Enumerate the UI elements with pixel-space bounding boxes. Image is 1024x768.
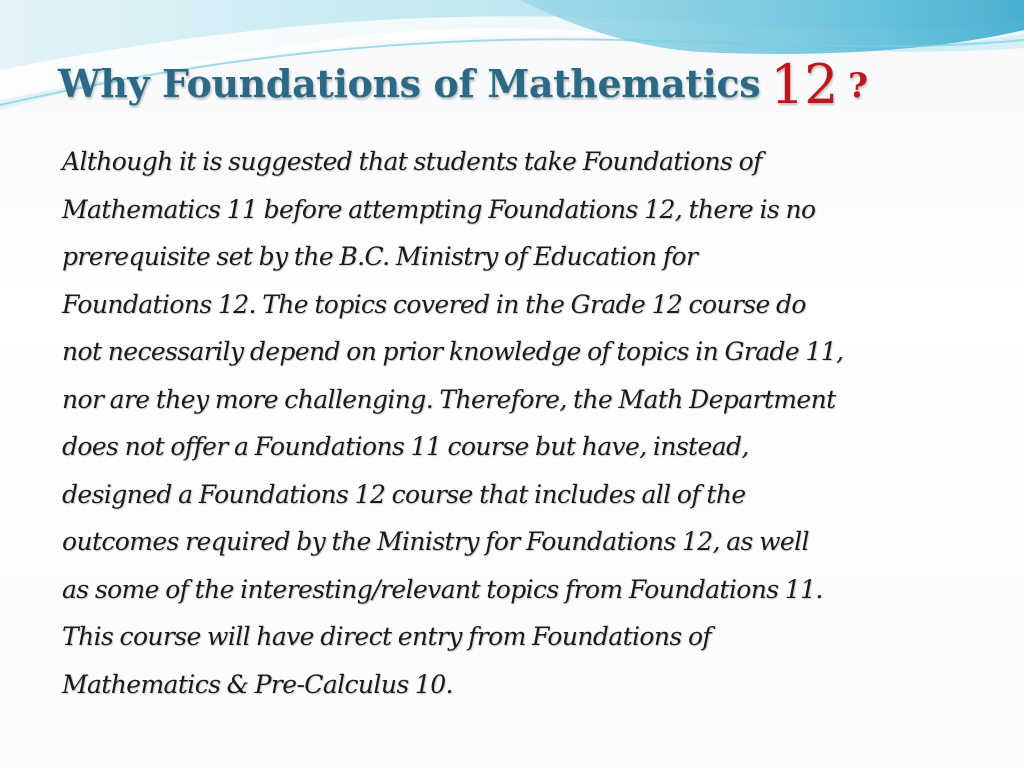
body-line: Foundations 12. The topics covered in the Grade 12 course do: [62, 289, 806, 319]
body-line: Mathematics & Pre-Calculus 10.: [62, 669, 453, 699]
title-question-mark: ?: [848, 66, 868, 106]
body-line: Mathematics 11 before attempting Foundations 12, there is no: [62, 194, 816, 224]
body-line: nor are they more challenging. Therefore, the Math Department: [62, 384, 836, 414]
body-line: as some of the interesting/relevant topics from Foundations 11.: [62, 574, 823, 604]
title-number: 12: [770, 53, 839, 116]
slide-body: [62, 138, 972, 708]
slide-title: [58, 53, 868, 116]
body-line: This course will have direct entry from Foundations of: [62, 622, 712, 651]
title-text: Why Foundations of Mathematics: [58, 61, 761, 106]
body-line: Although it is suggested that students take Foundations of: [62, 147, 762, 176]
body-line: not necessarily depend on prior knowledge of topics in Grade 11,: [62, 337, 844, 366]
body-line: designed a Foundations 12 course that includes all of the: [62, 479, 746, 509]
body-line: does not offer a Foundations 11 course but have, instead,: [62, 432, 749, 461]
body-line: prerequisite set by the B.C. Ministry of Education for: [62, 242, 698, 271]
body-line: outcomes required by the Ministry for Foundations 12, as well: [62, 527, 809, 556]
